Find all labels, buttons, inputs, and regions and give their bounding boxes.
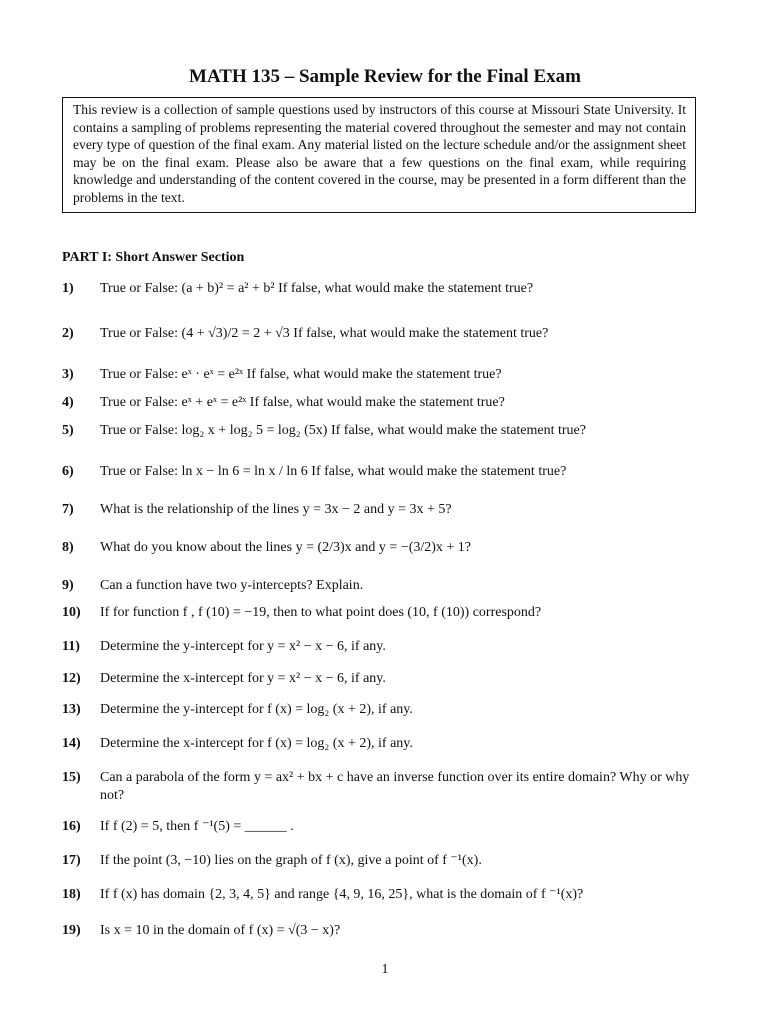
intro-box: This review is a collection of sample questions used by instructors of this course at Missouri State University. It contains a sampling of problems representing the material covered throughout the semester and may not contain every type of question of the final exam. Any material listed on the lecture schedule and/or the assignment sheet may be on the final exam. Please also be aware that a few questions on the final exam, while requiring knowledge and understanding of the content covered in the course, may be presented in a form different than the problems in the text. (62, 97, 696, 213)
question-text: True or False: (4 + √3)/2 = 2 + √3 If false, what would make the statement true? (100, 326, 549, 341)
question-text: Can a parabola of the form y = ax² + bx + c have an inverse function over its entire domain? Why or why not? (100, 770, 690, 803)
question-number: 12) (62, 671, 81, 686)
question-number: 10) (62, 605, 81, 620)
question-text: If the point (3, −10) lies on the graph of f (x), give a point of f ⁻¹(x). (100, 853, 482, 868)
question-text: True or False: eˣ + eˣ = e²ˣ If false, what would make the statement true? (100, 395, 505, 410)
question-text: True or False: log₂ x + log₂ 5 = log₂ (5x) If false, what would make the statement true? (100, 423, 586, 438)
page-number: 1 (381, 962, 389, 977)
question-text: Determine the y-intercept for y = x² − x − 6, if any. (100, 639, 386, 654)
question-text: Can a function have two y-intercepts? Explain. (100, 578, 364, 593)
question-number: 3) (62, 367, 74, 382)
question-number: 2) (62, 326, 74, 341)
question-number: 11) (62, 639, 80, 654)
question-number: 9) (62, 578, 74, 593)
question-text: True or False: eˣ · eˣ = e²ˣ If false, what would make the statement true? (100, 367, 502, 382)
question-text: True or False: ln x − ln 6 = ln x / ln 6 If false, what would make the statement true? (100, 464, 567, 479)
question-number: 18) (62, 887, 81, 902)
question-text: If f (x) has domain {2, 3, 4, 5} and range {4, 9, 16, 25}, what is the domain of f ⁻¹(x)? (100, 887, 584, 902)
question-text: Is x = 10 in the domain of f (x) = √(3 − x)? (100, 923, 341, 938)
question-text: Determine the x-intercept for y = x² − x − 6, if any. (100, 671, 386, 686)
question-text: What do you know about the lines y = (2/3)x and y = −(3/2)x + 1? (100, 540, 472, 555)
question-text: Determine the y-intercept for f (x) = log₂ (x + 2), if any. (100, 702, 413, 717)
question-text: If for function f , f (10) = −19, then to what point does (10, f (10)) correspond? (100, 605, 542, 620)
question-number: 6) (62, 464, 74, 479)
question-text: What is the relationship of the lines y = 3x − 2 and y = 3x + 5? (100, 502, 452, 517)
question-text: If f (2) = 5, then f ⁻¹(5) = ______ . (100, 819, 294, 834)
question-number: 8) (62, 540, 74, 555)
question-number: 15) (62, 770, 81, 785)
question-number: 5) (62, 423, 74, 438)
question-number: 13) (62, 702, 81, 717)
question-number: 17) (62, 853, 81, 868)
question-number: 16) (62, 819, 81, 834)
page-title: MATH 135 – Sample Review for the Final Exam (189, 66, 581, 87)
question-text: True or False: (a + b)² = a² + b² If false, what would make the statement true? (100, 281, 534, 296)
question-number: 7) (62, 502, 74, 517)
question-number: 1) (62, 281, 74, 296)
section-heading: PART I: Short Answer Section (62, 250, 245, 265)
question-number: 14) (62, 736, 81, 751)
question-text: Determine the x-intercept for f (x) = log₂ (x + 2), if any. (100, 736, 413, 751)
question-number: 19) (62, 923, 81, 938)
question-number: 4) (62, 395, 74, 410)
